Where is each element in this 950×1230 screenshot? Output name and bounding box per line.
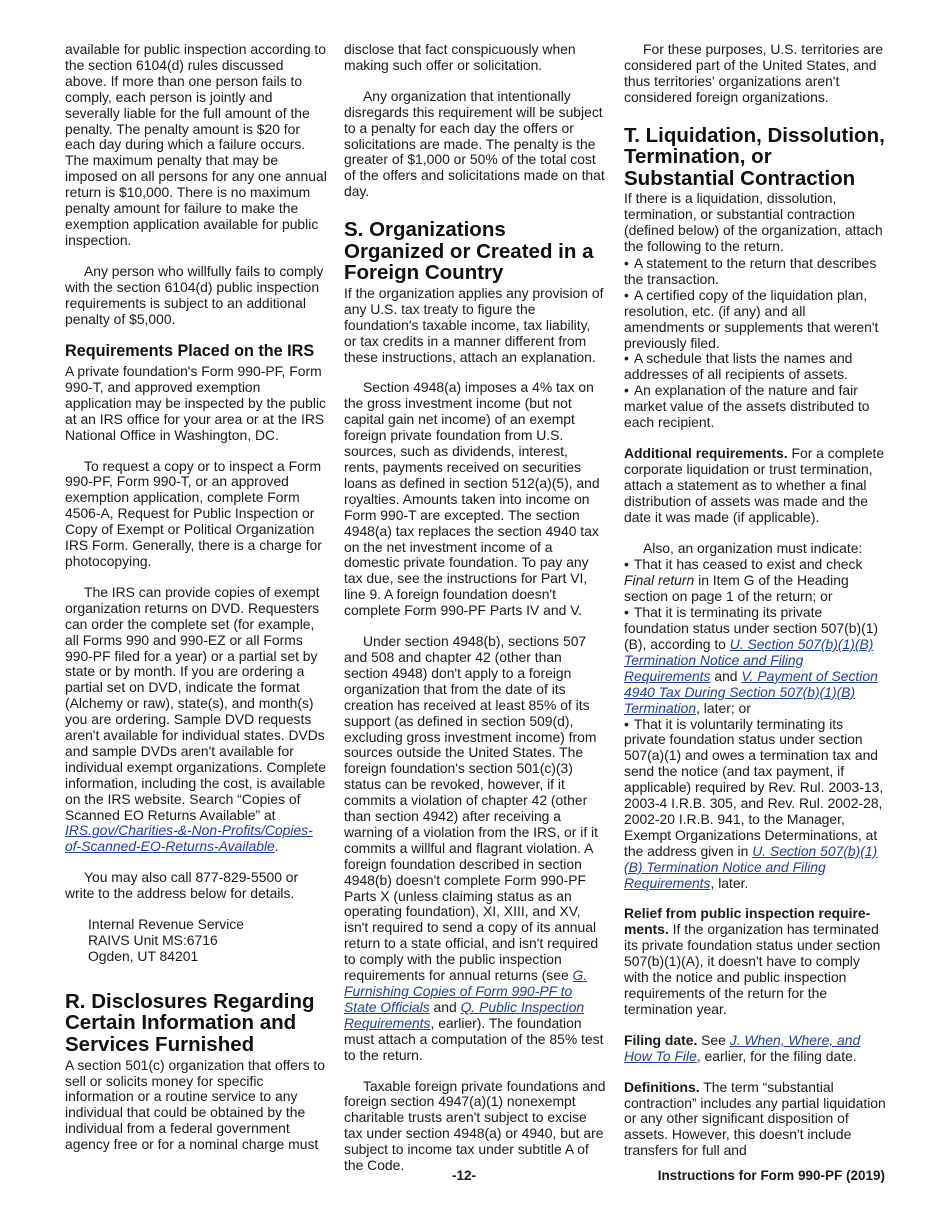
attachment-list xyxy=(624,256,886,431)
text: , earlier). The foundation must attach a computation of the 85% test to the return. xyxy=(344,1014,604,1063)
column-3 xyxy=(624,42,886,1174)
list-item: • An explanation of the nature and fair market value of the assets distributed to each recipient. xyxy=(624,383,886,431)
column-2 xyxy=(344,42,606,1189)
paragraph: Also, an organization must indicate: xyxy=(643,539,863,556)
run-in-heading: Filing date. xyxy=(624,1031,698,1048)
list-item xyxy=(624,605,886,716)
list-item: • A certified copy of the liquidation plan, resolution, etc. (if any) and all amendments or supplements that weren't previously filed. xyxy=(624,288,886,352)
text: That it has ceased to exist and check xyxy=(633,556,863,573)
text: See xyxy=(697,1031,730,1048)
run-in-heading: Additional requirements. xyxy=(624,445,788,461)
paragraph: For these purposes, U.S. territories are considered part of the United States, and thus territories' organizations aren't considered foreign organizations. xyxy=(624,41,884,105)
text: That it is terminating its private foundation status under section 507(b)(1)(B), according to xyxy=(624,604,879,652)
paragraph-filing-date xyxy=(624,1033,886,1065)
paragraph-definitions xyxy=(624,1080,886,1160)
text: The IRS can provide copies of exempt organization returns on DVD. Requesters can order the complete set (for example, all Forms 990 and 990-EZ or all Forms 990-PF filed for a year) or a partial set by state or by month. If you are ordering a partial set on DVD, indicate the format (Alchemy or raw), state(s), and month(s) you are ordering. Sample DVD requests aren't available for individual states. DVDs and sample DVDs aren't available for individual exempt organizations. Complete information, including the cost, is available on the IRS website. Search “Copies of Scanned EO Returns Available” at xyxy=(65,583,326,823)
link-section-u[interactable]: U. Section 507(b)(1)(B) Termination Notice and Filing Requirements xyxy=(624,842,878,891)
text: Under section 4948(b), sections 507 and 508 and chapter 42 (other than section 4948) don't apply to a foreign organization that from the date of its creation has received at least 85% of its support (as defined in section 509(d), excluding gross investment income) from sources outside the United States. The foreign foundation's section 501(c)(3) status can be revoked, however, if it commits a violation of chapter 42 (other than section 4942) after receiving a warning of a violation from the IRS, or if it commits a willful and flagrant violation. A foreign foundation described in section 4948(b) doesn't complete Form 990-PF Parts X (unless claiming status as an operating foundation), XI, XIII, and XV, isn't required to send a copy of its annual return to a state official, and isn't required to comply with the public inspection requirements for annual returns (see xyxy=(344,633,599,984)
link-section-v[interactable]: V. Payment of Section 4940 Tax During Section 507(b)(1)(B) Termination xyxy=(624,667,878,716)
text: , earlier, for the filing date. xyxy=(696,1047,857,1064)
paragraph: If the organization applies any provision of any U.S. tax treaty to figure the foundation's taxable income, tax liability, or tax credits in a manner different from these instructions, attach an explanation. xyxy=(344,284,604,365)
address-line: Internal Revenue Service xyxy=(88,916,244,933)
text: , later. xyxy=(710,874,749,891)
paragraph-dvd xyxy=(65,585,327,855)
list-item: • A statement to the return that describes the transaction. xyxy=(624,256,886,288)
text: and xyxy=(429,998,461,1015)
heading-requirements-irs: Requirements Placed on the IRS xyxy=(65,342,315,361)
text: , later; or xyxy=(696,699,751,716)
paragraph: If there is a liquidation, dissolution, termination, or substantial contraction (defined below) of the organization, attach the following to the return. xyxy=(624,190,883,255)
text: and xyxy=(710,667,742,684)
text: . xyxy=(274,838,279,855)
mailing-address xyxy=(65,917,327,965)
address-line: RAIVS Unit MS:6716 xyxy=(88,932,218,948)
text: If the organization has terminated its private foundation status under section 507(b)(1)(A), it doesn't have to comply with the notice and public inspection requirements of the return for the termination year. xyxy=(624,921,881,1017)
text: in Item G of the Heading section on page 1 of the return; or xyxy=(624,572,849,605)
link-copies-scanned-eo-returns[interactable]: IRS.gov/Charities-&-Non-Profits/Copies-of-Scanned-EO-Returns-Available xyxy=(65,822,313,855)
list-item: • A schedule that lists the names and addresses of all recipients of assets. xyxy=(624,351,886,383)
list-item xyxy=(624,557,886,605)
run-in-heading: Relief from public inspection requirements. xyxy=(624,905,871,938)
paragraph: Any person who willfully fails to comply with the section 6104(d) public inspection requirements is subject to an additional penalty of $5,000. xyxy=(65,262,324,327)
link-section-g[interactable]: G. Furnishing Copies of Form 990-PF to State Officials xyxy=(344,967,588,1015)
link-section-u[interactable]: U. Section 507(b)(1)(B) Termination Notice and Filing Requirements xyxy=(624,635,874,684)
paragraph: You may also call 877-829-5500 or write to the address below for details. xyxy=(65,869,299,902)
paragraph: disclose that fact conspicuously when making such offer or solicitation. xyxy=(344,41,576,73)
paragraph: A section 501(c) organization that offers to sell or solicits money for specific information or a routine service to any individual that could be obtained by the individual from a federal government agency free or for a nominal charge must xyxy=(65,1056,325,1153)
paragraph: available for public inspection according to the section 6104(d) rules discussed above. If more than one person fails to comply, each person is jointly and severally liable for the full amount of the penalty. The penalty amount is $20 for each day during which a failure occurs. The maximum penalty that may be imposed on all persons for any one annual return is $10,000. There is no maximum penalty amount for failure to make the exemption application available for public inspection. xyxy=(65,41,327,248)
paragraph-relief xyxy=(624,906,886,1017)
text: The term “substantial contraction” includes any partial liquidation or any other significant disposition of assets. However, this doesn't include transfers for full and xyxy=(624,1078,886,1159)
text: That it is voluntarily terminating its private foundation status under section 507(a)(1) and owes a termination tax and send the notice (and tax payment, if applicable) required by Rev. Rul. 2003-13, 2003-4 I.R.B. 305, and Rev. Rul. 2002-28, 2002-20 I.R.B. 941, to the Manager, Exempt Organizations Determinations, at the address given in xyxy=(624,715,884,859)
paragraph: Section 4948(a) imposes a 4% tax on the gross investment income (but not capital gain net income) of an exempt foreign private foundation from U.S. sources, such as dividends, interest, rents, payments received on securities loans as defined in section 512(a)(5), and royalties. Amounts taken into income on Form 990-T are excepted. The section 4948(a) tax replaces the section 4940 tax on the net investment income of a domestic private foundation. To pay any tax due, see the instructions for Part VI, line 9. A foreign foundation doesn't complete Form 990-PF Parts IV and V. xyxy=(344,379,600,619)
heading-section-r: R. Disclosures Regarding Certain Information and Services Furnished xyxy=(65,989,315,1056)
paragraph: Taxable foreign private foundations and foreign section 4947(a)(1) nonexempt charitable trusts aren't subject to excise tax under section 4948(a) or 4940, but are subject to income tax under subtitle A of the Code. xyxy=(344,1077,606,1174)
text-italic: Final return xyxy=(624,572,695,589)
heading-section-t: T. Liquidation, Dissolution, Termination, or Substantial Contraction xyxy=(624,123,885,190)
paragraph: To request a copy or to inspect a Form 990-PF, Form 990-T, or an approved exemption application, complete Form 4506-A, Request for Public Inspection or Copy of Exempt or Political Organization IRS Form. Generally, there is a charge for photocopying. xyxy=(65,457,322,569)
link-section-q[interactable]: Q. Public Inspection Requirements xyxy=(344,998,585,1031)
indication-list xyxy=(624,557,886,891)
text: For a complete corporate liquidation or trust termination, attach a statement as to whether a final distribution of assets was made and the date it was made (if applicable). xyxy=(624,445,885,525)
paragraph-additional-requirements xyxy=(624,446,886,526)
link-section-j[interactable]: J. When, Where, and How To File xyxy=(624,1031,861,1064)
heading-section-s: S. Organizations Organized or Created in a Foreign Country xyxy=(344,218,594,285)
list-item xyxy=(624,717,886,892)
footer-title: Instructions for Form 990-PF (2019) xyxy=(657,1168,885,1183)
page-number: -12- xyxy=(452,1168,477,1183)
paragraph: A private foundation's Form 990-PF, Form 990-T, and approved exemption application may be inspected by the public at an IRS office for your area or at the IRS National Office in Washington, DC. xyxy=(65,363,326,443)
paragraph: Any organization that intentionally disregards this requirement will be subject to a penalty for each day the offers or solicitations are made. The penalty is the greater of $1,000 or 50% of the total cost of the offers and solicitations made on that day. xyxy=(344,87,605,200)
run-in-heading: Definitions. xyxy=(624,1078,700,1095)
column-1 xyxy=(65,42,327,1168)
paragraph-4948b xyxy=(344,634,606,1063)
address-line: Ogden, UT 84201 xyxy=(88,947,199,964)
